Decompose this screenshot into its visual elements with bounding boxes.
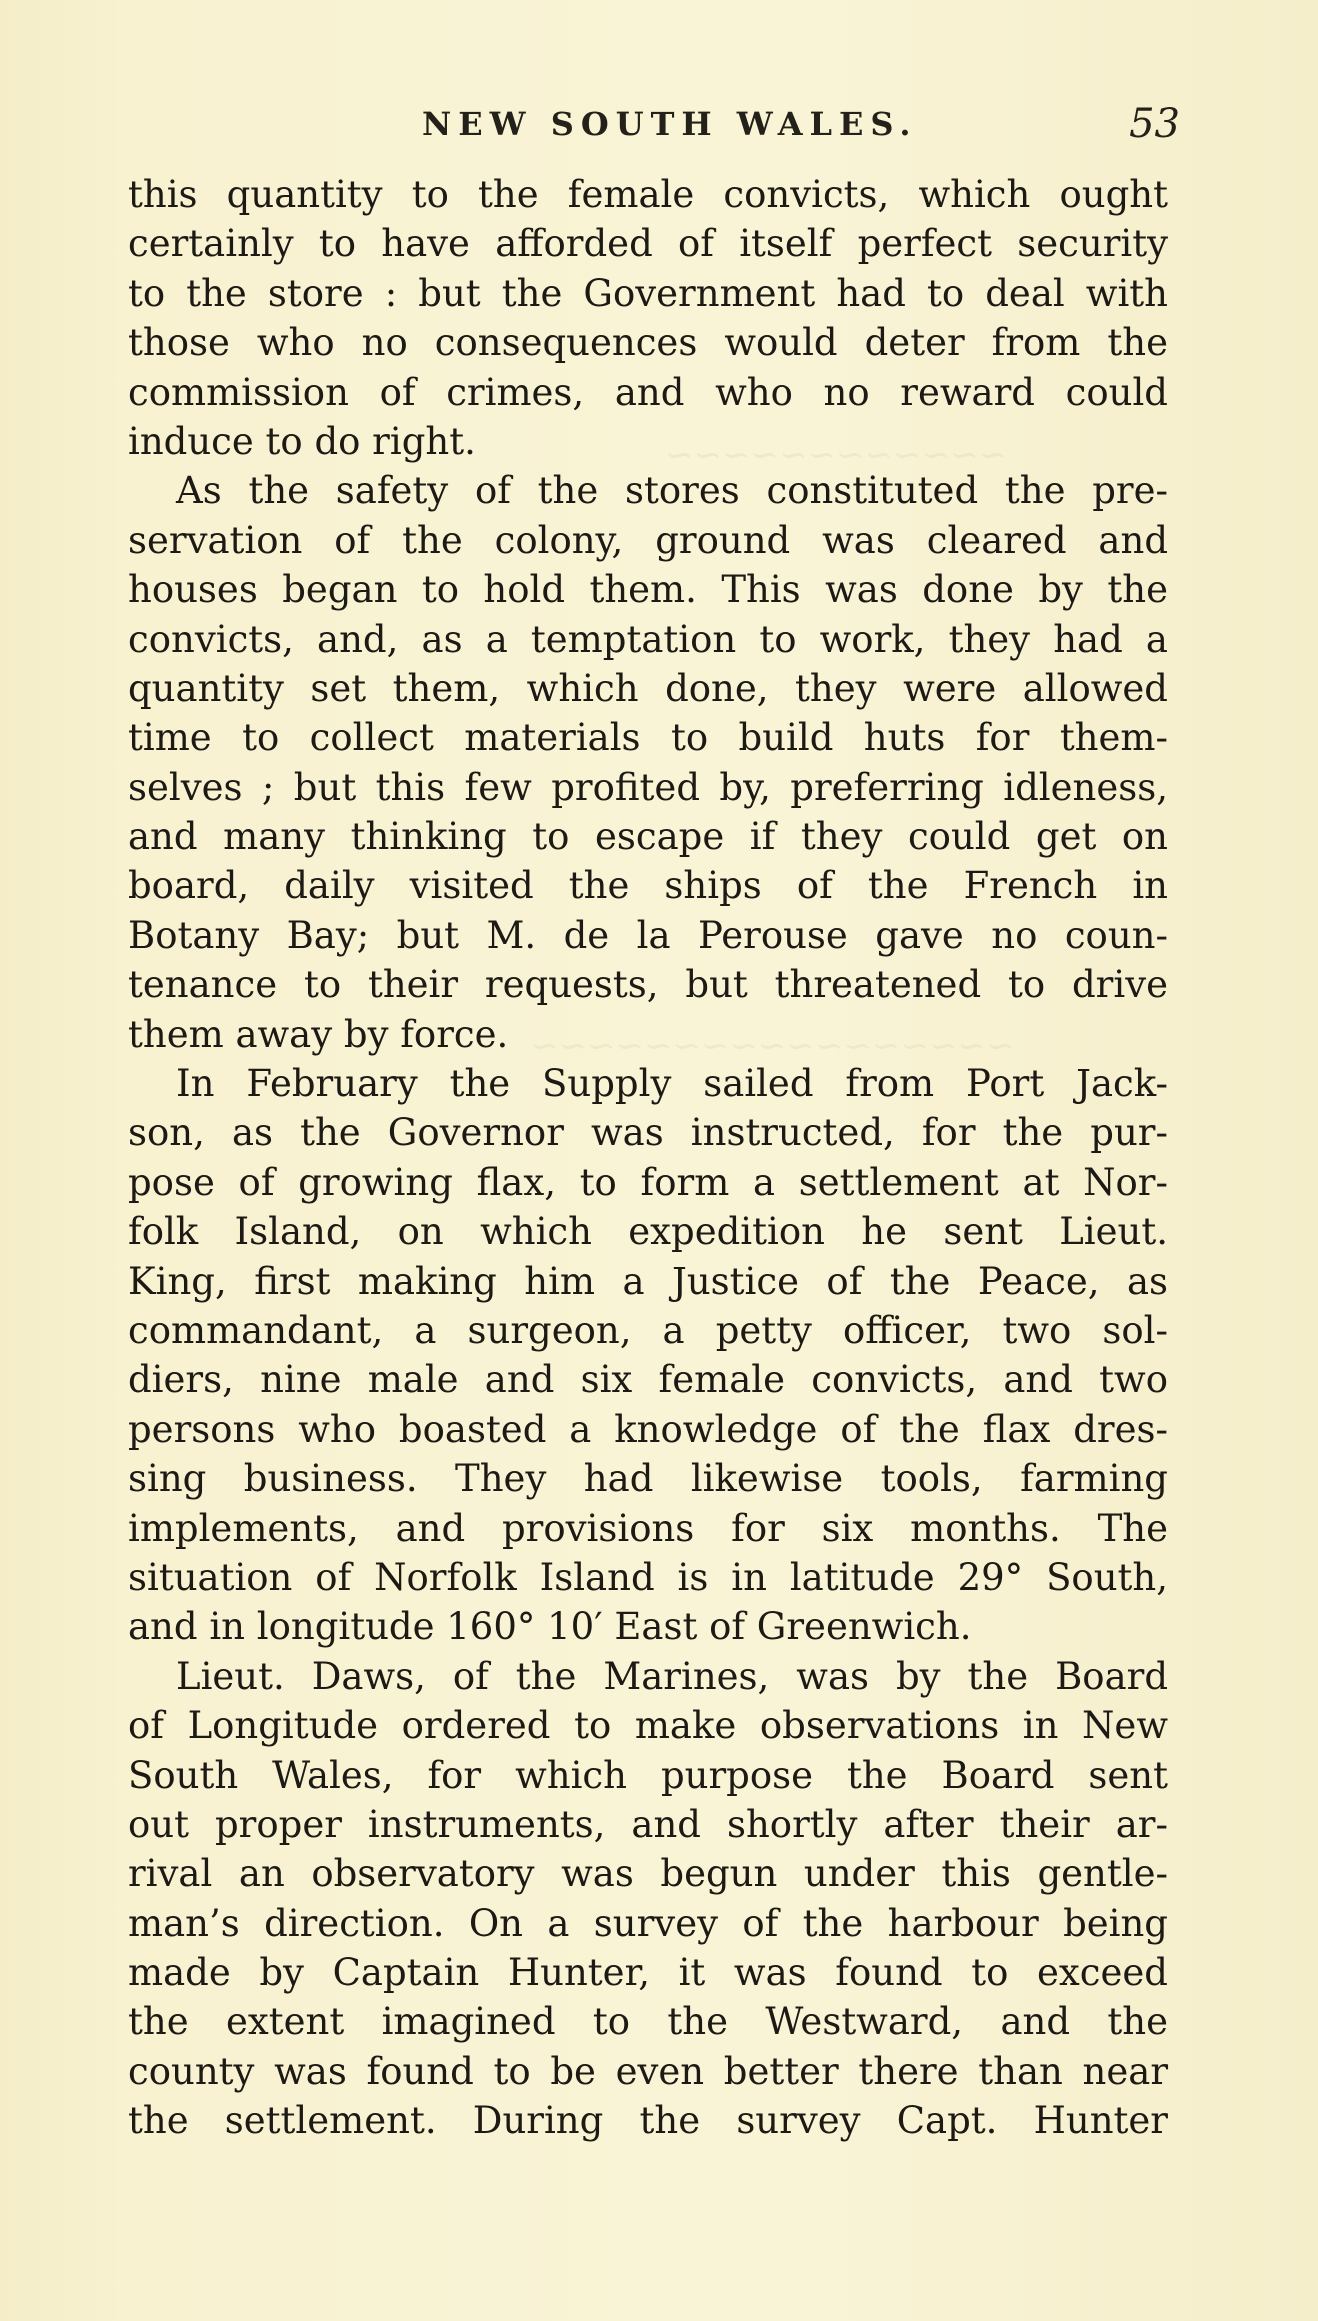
- paragraph-first-line: In February the Supply sailed from Port Jack-: [176, 1062, 1168, 1106]
- text-line: implements, and provisions for six months. The: [128, 1506, 1168, 1550]
- text-line: them away by force.: [128, 1012, 509, 1056]
- text-line: houses began to hold them. This was done by the: [128, 568, 1168, 612]
- text-line: those who no consequences would deter from the: [128, 321, 1168, 365]
- text-line: to the store : but the Government had to deal with: [128, 271, 1168, 315]
- text-line: the extent imagined to the Westward, and the: [128, 2000, 1168, 2044]
- text-line: folk Island, on which expedition he sent Lieut.: [128, 1210, 1168, 1254]
- text-line: induce to do right.: [128, 419, 476, 463]
- text-line: rival an observatory was begun under this gentle-: [128, 1852, 1168, 1896]
- text-line: son, as the Governor was instructed, for the pur-: [128, 1111, 1168, 1155]
- text-line: made by Captain Hunter, it was found to exceed: [128, 1951, 1168, 1995]
- paragraph-first-line: Lieut. Daws, of the Marines, was by the Board: [176, 1654, 1168, 1698]
- show-through-decoration: ~~~~~~~~~~~~~~~~~: [530, 1026, 1015, 1066]
- text-line: this quantity to the female convicts, which ought: [128, 173, 1168, 216]
- text-line: Botany Bay; but M. de la Perouse gave no coun-: [128, 913, 1168, 957]
- text-line: persons who boasted a knowledge of the flax dres-: [128, 1407, 1168, 1451]
- body-text: [128, 170, 1168, 2170]
- text-line: certainly to have afforded of itself perfect security: [128, 222, 1168, 266]
- text-line: selves ; but this few profited by, preferring idleness,: [128, 765, 1168, 809]
- page-number: 53: [1129, 101, 1180, 147]
- text-line: pose of growing flax, to form a settlement at Nor-: [128, 1160, 1168, 1204]
- text-line: out proper instruments, and shortly after their ar-: [128, 1802, 1168, 1846]
- text-line: sing business. They had likewise tools, farming: [128, 1457, 1168, 1501]
- text-line: tenance to their requests, but threatened to drive: [128, 963, 1168, 1007]
- paragraph-first-line: As the safety of the stores constituted the pre-: [176, 469, 1168, 513]
- text-line: diers, nine male and six female convicts, and two: [128, 1358, 1168, 1402]
- text-line: time to collect materials to build huts for them-: [128, 716, 1168, 760]
- text-line: the settlement. During the survey Capt. Hunter: [128, 2099, 1168, 2143]
- text-line: commission of crimes, and who no reward could: [128, 370, 1168, 414]
- text-line: man’s direction. On a survey of the harbour being: [128, 1901, 1168, 1945]
- running-title: NEW SOUTH WALES.: [422, 105, 918, 143]
- text-line: board, daily visited the ships of the French in: [128, 864, 1168, 908]
- text-line: quantity set them, which done, they were allowed: [128, 666, 1168, 710]
- text-line: King, first making him a Justice of the Peace, as: [128, 1259, 1168, 1303]
- text-line: county was found to be even better there than near: [128, 2049, 1168, 2093]
- text-line: South Wales, for which purpose the Board sent: [128, 1753, 1168, 1797]
- text-line: and many thinking to escape if they could get on: [128, 815, 1168, 859]
- text-line: commandant, a surgeon, a petty officer, two sol-: [128, 1308, 1168, 1352]
- text-line: and in longitude 160° 10′ East of Greenwich.: [128, 1605, 972, 1649]
- running-header: [130, 101, 1180, 155]
- text-line: of Longitude ordered to make observations in New: [128, 1704, 1168, 1748]
- text-line: situation of Norfolk Island is in latitude 29° South,: [128, 1555, 1168, 1599]
- text-line: convicts, and, as a temptation to work, they had a: [128, 617, 1168, 661]
- text-line: servation of the colony, ground was cleared and: [128, 518, 1168, 562]
- show-through-decoration: ~~~~~~~~~~~~: [665, 435, 1007, 475]
